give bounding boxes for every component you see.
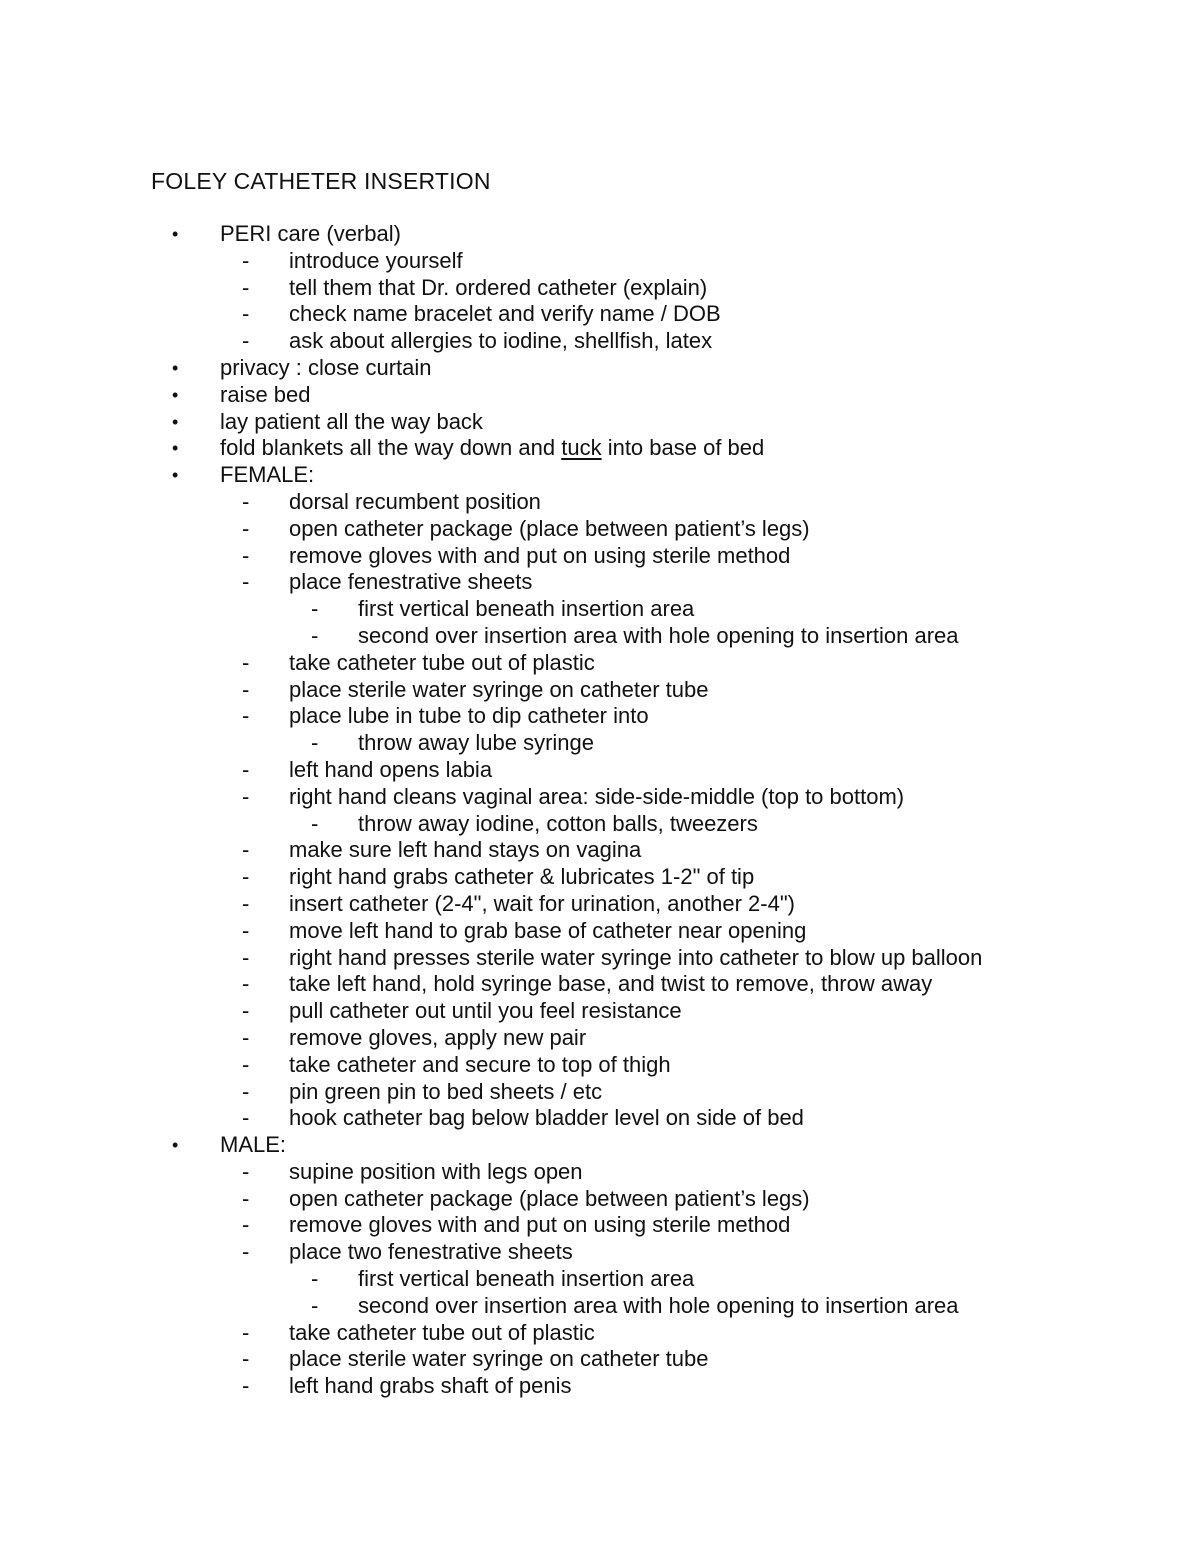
sub-item <box>0 837 1200 864</box>
dash-marker: - <box>242 944 250 970</box>
sub-item <box>0 1373 1200 1400</box>
bullet-marker: • <box>172 438 179 459</box>
item-text: second over insertion area with hole opening to insertion area <box>358 622 959 648</box>
dash-marker: - <box>242 1185 250 1211</box>
bullet-marker: • <box>172 357 179 378</box>
item-text: place sterile water syringe on catheter tube <box>289 676 709 702</box>
item-text: ask about allergies to iodine, shellfish, latex <box>289 328 713 354</box>
item-text: place two fenestrative sheets <box>289 1239 573 1265</box>
item-text: take catheter and secure to top of thigh <box>289 1051 671 1077</box>
item-text: remove gloves with and put on using sterile method <box>289 542 791 568</box>
dash-marker: - <box>242 917 250 943</box>
dash-marker: - <box>242 1212 250 1238</box>
sub-item <box>0 328 1200 355</box>
item-text: remove gloves, apply new pair <box>289 1024 587 1050</box>
bullet-item <box>0 221 1200 248</box>
item-text: supine position with legs open <box>289 1158 583 1184</box>
sub-item <box>0 703 1200 730</box>
sub-item <box>0 1025 1200 1052</box>
item-text: throw away iodine, cotton balls, tweezers <box>358 810 758 836</box>
sub-sub-item <box>0 730 1200 757</box>
sub-item <box>0 891 1200 918</box>
item-text: move left hand to grab base of catheter near opening <box>289 917 807 943</box>
dash-marker: - <box>242 515 250 541</box>
sub-item <box>0 1239 1200 1266</box>
dash-marker: - <box>242 649 250 675</box>
item-text: tell them that Dr. ordered catheter (explain) <box>289 274 708 300</box>
item-text: privacy : close curtain <box>220 354 432 380</box>
sub-item <box>0 275 1200 302</box>
bullet-marker: • <box>172 384 179 405</box>
dash-marker: - <box>242 998 250 1024</box>
dash-marker: - <box>242 488 250 514</box>
underlined-word: tuck <box>561 435 602 461</box>
item-text: second over insertion area with hole opening to insertion area <box>358 1292 959 1318</box>
dash-marker: - <box>311 596 319 622</box>
bullet-marker: • <box>172 1135 179 1156</box>
dash-marker: - <box>242 837 250 863</box>
dash-marker: - <box>242 890 250 916</box>
dash-marker: - <box>242 1078 250 1104</box>
dash-marker: - <box>311 810 319 836</box>
sub-item <box>0 516 1200 543</box>
item-text: pull catheter out until you feel resistance <box>289 998 682 1024</box>
document-title: FOLEY CATHETER INSERTION <box>151 168 491 194</box>
item-text: place sterile water syringe on catheter tube <box>289 1346 709 1372</box>
outline-list <box>0 221 1200 1400</box>
item-text: lay patient all the way back <box>220 408 483 434</box>
sub-sub-item <box>0 1293 1200 1320</box>
dash-marker: - <box>242 1239 250 1265</box>
sub-item <box>0 1346 1200 1373</box>
bullet-item <box>0 435 1200 462</box>
item-text: remove gloves with and put on using sterile method <box>289 1212 791 1238</box>
sub-item <box>0 757 1200 784</box>
bullet-item <box>0 462 1200 489</box>
item-text: FEMALE: <box>220 462 315 488</box>
dash-marker: - <box>242 247 250 273</box>
dash-marker: - <box>242 542 250 568</box>
dash-marker: - <box>242 569 250 595</box>
sub-item <box>0 1320 1200 1347</box>
item-text: pin green pin to bed sheets / etc <box>289 1078 603 1104</box>
dash-marker: - <box>242 1024 250 1050</box>
dash-marker: - <box>311 1292 319 1318</box>
dash-marker: - <box>242 1158 250 1184</box>
bullet-item <box>0 1132 1200 1159</box>
dash-marker: - <box>311 622 319 648</box>
item-text: raise bed <box>220 381 311 407</box>
sub-item <box>0 1212 1200 1239</box>
dash-marker: - <box>242 1051 250 1077</box>
item-text: right hand cleans vaginal area: side-side-middle (top to bottom) <box>289 783 905 809</box>
sub-item <box>0 677 1200 704</box>
item-text: first vertical beneath insertion area <box>358 1266 695 1292</box>
dash-marker: - <box>311 730 319 756</box>
dash-marker: - <box>242 1373 250 1399</box>
dash-marker: - <box>242 676 250 702</box>
dash-marker: - <box>242 864 250 890</box>
sub-item <box>0 864 1200 891</box>
sub-item <box>0 1159 1200 1186</box>
sub-sub-item <box>0 623 1200 650</box>
dash-marker: - <box>242 1346 250 1372</box>
sub-item <box>0 998 1200 1025</box>
dash-marker: - <box>242 783 250 809</box>
sub-sub-item <box>0 596 1200 623</box>
item-text: hook catheter bag below bladder level on side of bed <box>289 1105 804 1131</box>
bullet-item <box>0 382 1200 409</box>
item-text: take catheter tube out of plastic <box>289 649 595 675</box>
bullet-marker: • <box>172 411 179 432</box>
sub-item <box>0 489 1200 516</box>
item-text: place lube in tube to dip catheter into <box>289 703 649 729</box>
item-text: dorsal recumbent position <box>289 488 541 514</box>
item-text: open catheter package (place between patient’s legs) <box>289 515 810 541</box>
item-text: MALE: <box>220 1132 287 1158</box>
item-text-post: into base of bed <box>601 435 765 461</box>
item-text: introduce yourself <box>289 247 463 273</box>
sub-item <box>0 301 1200 328</box>
sub-item <box>0 784 1200 811</box>
bullet-marker: • <box>172 224 179 244</box>
dash-marker: - <box>242 274 250 300</box>
sub-item <box>0 971 1200 998</box>
sub-item <box>0 945 1200 972</box>
item-text: place fenestrative sheets <box>289 569 533 595</box>
sub-item <box>0 569 1200 596</box>
item-text-pre: fold blankets all the way down and <box>220 435 562 461</box>
sub-item <box>0 248 1200 275</box>
item-text: right hand grabs catheter & lubricates 1-2" of tip <box>289 864 755 890</box>
dash-marker: - <box>242 971 250 997</box>
dash-marker: - <box>242 1319 250 1345</box>
item-text: take catheter tube out of plastic <box>289 1319 595 1345</box>
item-text: throw away lube syringe <box>358 730 595 756</box>
item-text: check name bracelet and verify name / DOB <box>289 301 721 327</box>
sub-item <box>0 650 1200 677</box>
bullet-item <box>0 409 1200 436</box>
dash-marker: - <box>242 328 250 354</box>
dash-marker: - <box>242 301 250 327</box>
item-text: left hand opens labia <box>289 756 493 782</box>
item-text: take left hand, hold syringe base, and twist to remove, throw away <box>289 971 933 997</box>
bullet-item <box>0 355 1200 382</box>
dash-marker: - <box>242 703 250 729</box>
item-text: make sure left hand stays on vagina <box>289 837 642 863</box>
item-text <box>220 435 764 462</box>
sub-sub-item <box>0 1266 1200 1293</box>
item-text: insert catheter (2-4", wait for urination, another 2-4") <box>289 890 795 916</box>
dash-marker: - <box>242 756 250 782</box>
sub-item <box>0 1105 1200 1132</box>
item-text: first vertical beneath insertion area <box>358 596 695 622</box>
sub-item <box>0 1079 1200 1106</box>
item-text: left hand grabs shaft of penis <box>289 1373 572 1399</box>
sub-item <box>0 543 1200 570</box>
item-text: right hand presses sterile water syringe into catheter to blow up balloon <box>289 944 983 970</box>
item-text: open catheter package (place between patient’s legs) <box>289 1185 810 1211</box>
sub-item <box>0 1186 1200 1213</box>
sub-sub-item <box>0 811 1200 838</box>
sub-item <box>0 1052 1200 1079</box>
dash-marker: - <box>242 1105 250 1131</box>
dash-marker: - <box>311 1266 319 1292</box>
item-text: PERI care (verbal) <box>220 221 401 246</box>
bullet-marker: • <box>172 465 179 486</box>
sub-item <box>0 918 1200 945</box>
